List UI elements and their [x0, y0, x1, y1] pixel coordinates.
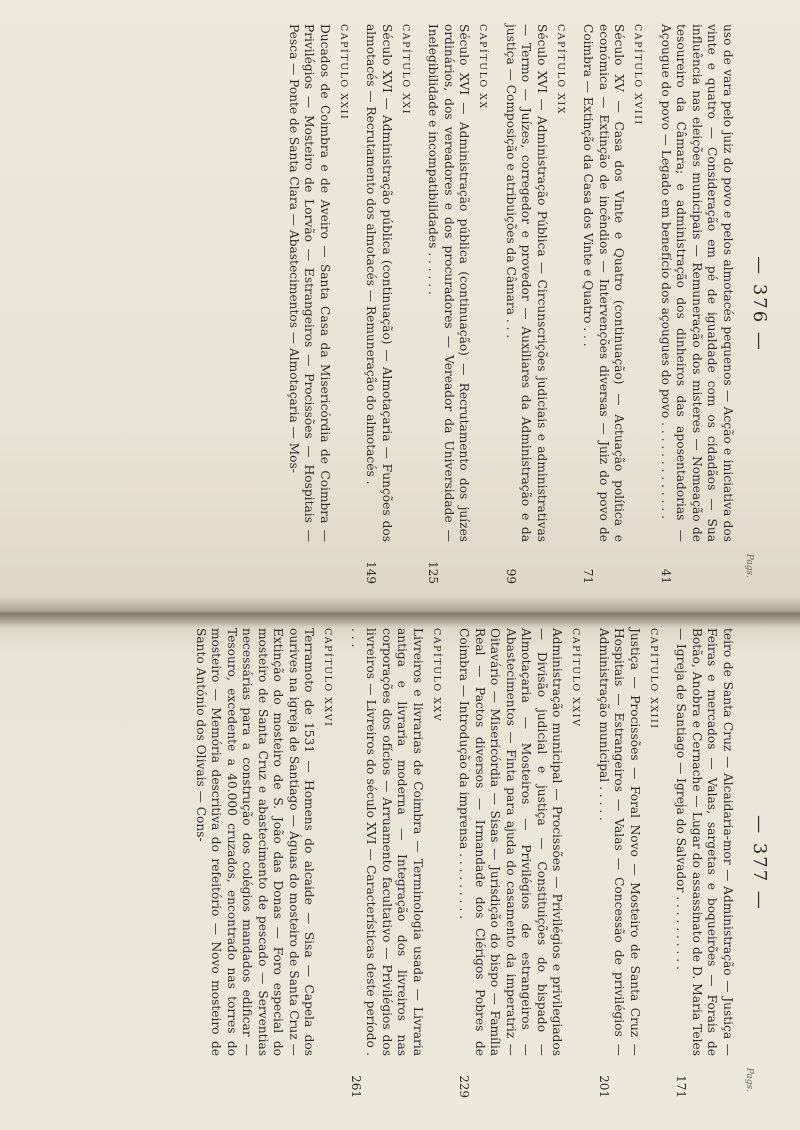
chapter-heading: CAPÍTULO XIX — [555, 24, 566, 116]
page-number: — 376 — — [749, 256, 770, 352]
entry-text: teiro de Santa Cruz — Alcaidaria-mor — Administração — Justiça — Feiras e mercados — Valas, sargetas e boqueirões — Forais de Botão, Anobra e Cernache — Lugar do assassinato de D. Maria Teles — Igreja de Santiago — Igreja do Salvador . . . . . . . . . . — [674, 628, 735, 1056]
toc-entry — [363, 24, 411, 584]
toc-entry — [503, 24, 567, 584]
entry-text: Século XVI — Administração pública (continuação) — Recrutamento dos juízes ordinários, dos vereadores e dos procuradores — Vereador da Universidade — Inelegibilidade e incompatibilidades . . . . . . — [426, 24, 472, 542]
entry-page-number: 229 — [457, 1075, 472, 1098]
entry-page-number: 171 — [674, 1075, 689, 1098]
entry-text: Século XVI — Administração Pública — Circunscrições judiciais e administrativas — Termo — Juízes, corregedor e provedor — Auxiliares da Administração e da justiça — Composição e atribuições da Câmara . . . — [504, 24, 549, 542]
chapter-heading: CAPÍTULO XXVI — [322, 628, 334, 728]
entry-page-number: 71 — [581, 568, 596, 584]
entry-page-number: 261 — [349, 1075, 363, 1098]
toc-entry — [596, 628, 660, 1098]
page-377-text-block — [194, 628, 770, 1098]
entry-page-number: 149 — [364, 561, 379, 584]
pags-label: Pags. — [744, 553, 754, 578]
entry-text: uso de vara pelo juiz do povo e pelos almotacés pequenos — Acção e iniciativa dos vinte e quatro — Consideração em pé de igualdade com os cidadãos — Sua influência nas eleições municipais — Remuneração dos misteres — Nomeação de tesoureiro da Câmara; e administração dos dinheiros das aposentadorias — Açougue do povo — Legado em benefício dos açougues do povo . . . . . . . . . . . . . — [659, 24, 735, 542]
toc-entry — [425, 24, 489, 584]
chapter-heading: CAPÍTULO XXIV — [570, 628, 582, 728]
entry-text: Justiça — Procissões — Foral Novo — Mosteiro de Santa Cruz — Hospitais — Estrangeiros — Valas — Concessão de privilégios — Administração municipal . . . . . — [597, 628, 642, 1056]
entry-text: Livreiros e livrarias de Coimbra — Terminologia usada — Livraria antiga e livraria moderna — Integração dos livreiros nas corporações dos ofícios — Arruamento facultativo — Privilégios dos livreiros — Livreiros do século XVI — Características deste período . . . . — [349, 628, 425, 1056]
chapter-heading: CAPÍTULO XXII — [338, 24, 349, 121]
page-377 — [0, 612, 800, 1130]
toc-entry — [456, 628, 582, 1098]
pags-label: Pags. — [744, 1067, 754, 1092]
chapter-heading: CAPÍTULO XXIII — [648, 628, 659, 730]
toc-entry — [286, 24, 350, 584]
entry-text: Século XV — Casa dos Vinte e Quatro (continuação) — Actuação política e económica — Extinção de incêndios — Intervenções diversas — Juiz do povo de Coimbra — Extinção da Casa dos Vinte e Quatro . . . — [581, 24, 627, 542]
toc-entry — [348, 628, 443, 1098]
entry-text: Século XVI — Administração pública (continuação) — Almotaçaria — Funções dos almotacés — Recrutamento dos almotacés — Remuneração do almotacés . — [364, 24, 394, 542]
entry-text: Terramoto de 1531 — Homens do alcaide — Sisa — Capela dos ourives na igreja de Santiago — Águas do mosteiro de Santa Cruz — Extinção do mosteiro de S. João das Donas — Foro especial do mosteiro de Santa Cruz e abastecimento de pescado — Serventias necessárias para a construção dos colégios mandados edificar — Tesouro, excedente a 40.000 cruzados, encontrado nas torres do mosteiro — Memória descritiva do refeitório — Novo mosteiro de Santo António dos Olivais — Cons- — [194, 628, 317, 1056]
toc-entries — [286, 24, 736, 584]
chapter-heading: CAPÍTULO XXI — [400, 24, 411, 116]
entry-page-number: 99 — [504, 568, 518, 584]
toc-entry — [580, 24, 644, 584]
entry-page-number: 201 — [597, 1075, 611, 1098]
entry-text: Administração municipal — Procissões — Privilégios e privilegiados — Divisão judicial e justiça — Constituições do bispado — Almotaçaria — Mosteiros — Privilégios de estrangeiros — Abastecimentos — Finta para ajuda do casamento da imperatriz — Oitavário — Misericórdia — Sisas — Jurisdição do bispo — Família Real — Pactos diversos — Irmandade dos Clérigos Pobres de Coimbra — Introdução da imprensa . . . . . . . . . — [457, 628, 565, 1056]
chapter-heading: CAPÍTULO XXV — [431, 628, 442, 723]
toc-entry — [658, 24, 736, 584]
entry-page-number: 41 — [659, 568, 673, 584]
chapter-heading: CAPÍTULO XX — [477, 24, 489, 110]
page-376-text-block — [210, 24, 770, 584]
entry-page-number: 125 — [426, 561, 441, 584]
page-number: — 377 — — [749, 815, 770, 911]
entry-text: Ducados de Coimbra e de Aveiro — Santa Casa da Misericórdia de Coimbra — Privilégios — Mosteiro de Lorvão — Estrangeiros — Procissões — Hospitais — Pesca — Ponte de Santa Clara — Abastecimentos — Almotaçaria — Mos- — [287, 24, 332, 542]
toc-entries — [193, 628, 736, 1098]
toc-entry — [673, 628, 735, 1098]
toc-entry — [193, 628, 334, 1098]
chapter-heading: CAPÍTULO XVIII — [632, 24, 644, 126]
